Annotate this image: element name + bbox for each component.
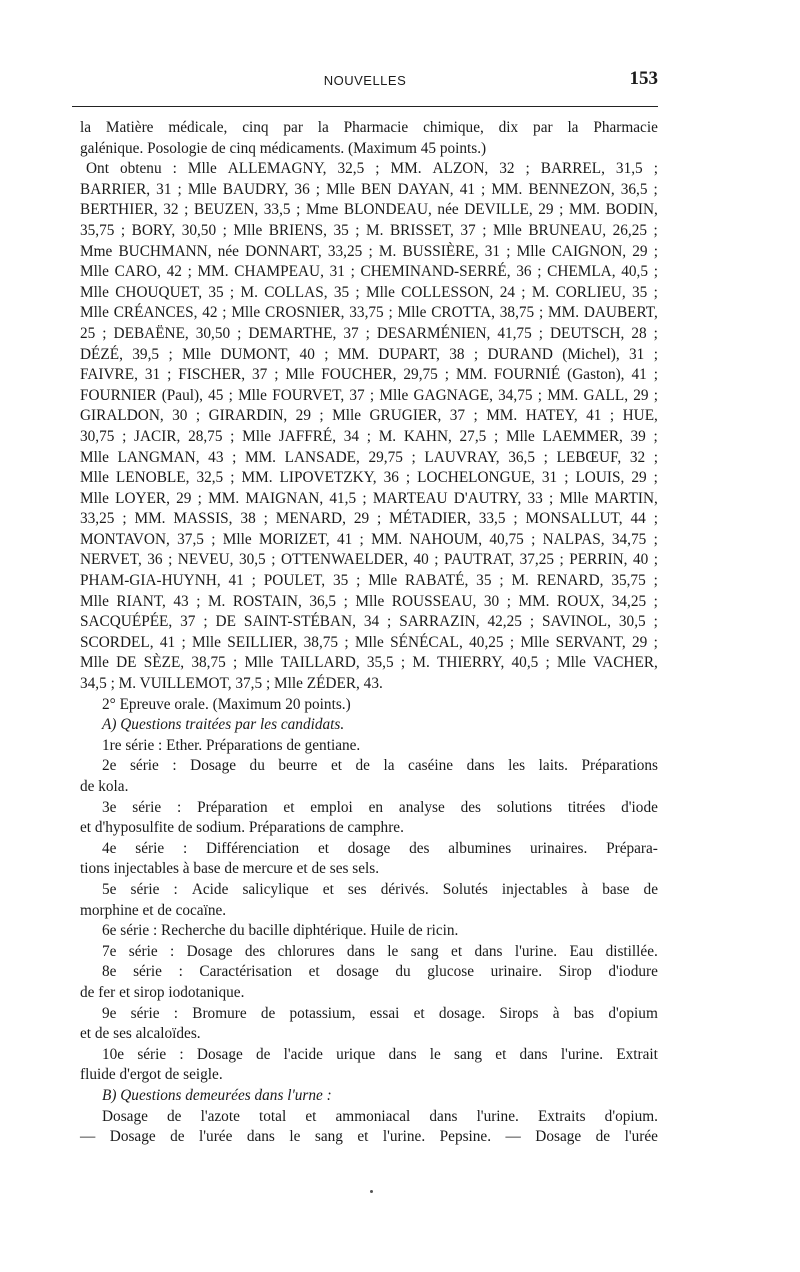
text-line: MONTAVON, 37,5 ; Mlle MORIZET, 41 ; MM. NAHOUM, 40,75 ; NALPAS, 34,75 ;	[80, 530, 658, 548]
text-line: SACQUÉPÉE, 37 ; DE SAINT-STÉBAN, 34 ; SARRAZIN, 42,25 ; SAVINOL, 30,5 ;	[80, 613, 658, 631]
text-line: NERVET, 36 ; NEVEU, 30,5 ; OTTENWAELDER, 40 ; PAUTRAT, 37,25 ; PERRIN, 40 ;	[80, 551, 658, 569]
text-line: Mlle LENOBLE, 32,5 ; MM. LIPOVETZKY, 36 ; LOCHELONGUE, 31 ; LOUIS, 29 ;	[80, 469, 658, 487]
text-line: 5e série : Acide salicylique et ses dérivés. Solutés injectables à base de	[102, 880, 658, 898]
text-line: 33,25 ; MM. MASSIS, 38 ; MENARD, 29 ; MÉTADIER, 33,5 ; MONSALLUT, 44 ;	[80, 510, 658, 528]
text-line: SCORDEL, 41 ; Mlle SEILLIER, 38,75 ; Mlle SÉNÉCAL, 40,25 ; Mlle SERVANT, 29 ;	[80, 633, 658, 651]
text-line: 30,75 ; JACIR, 28,75 ; Mlle JAFFRÉ, 34 ; M. KAHN, 27,5 ; Mlle LAEMMER, 39 ;	[80, 427, 658, 445]
text-line: morphine et de cocaïne.	[80, 901, 227, 919]
header-rule	[72, 106, 658, 107]
running-title: NOUVELLES	[323, 73, 407, 88]
text-line: et d'hyposulfite de sodium. Préparations de camphre.	[80, 819, 404, 837]
text-line: Mme BUCHMANN, née DONNART, 33,25 ; M. BUSSIÈRE, 31 ; Mlle CAIGNON, 29 ;	[80, 242, 658, 260]
text-line: — Dosage de l'urée dans le sang et l'urine. Pepsine. — Dosage de l'urée	[80, 1128, 658, 1146]
text-line: BARRIER, 31 ; Mlle BAUDRY, 36 ; Mlle BEN DAYAN, 41 ; MM. BENNEZON, 36,5 ;	[80, 180, 658, 198]
text-line: BERTHIER, 32 ; BEUZEN, 33,5 ; Mme BLONDEAU, née DEVILLE, 29 ; MM. BODIN,	[80, 201, 658, 219]
text-line: Ont obtenu : Mlle ALLEMAGNY, 32,5 ; MM. ALZON, 32 ; BARREL, 31,5 ;	[86, 160, 658, 178]
text-line: 2e série : Dosage du beurre et de la caséine dans les laits. Préparations	[102, 757, 658, 775]
text-line: 6e série : Recherche du bacille diphtérique. Huile de ricin.	[102, 922, 459, 940]
print-speck	[370, 1190, 373, 1193]
text-line: et de ses alcaloïdes.	[80, 1025, 201, 1043]
page-number: 153	[629, 68, 658, 89]
text-line: 1re série : Ether. Préparations de gentiane.	[102, 736, 361, 754]
text-line: Mlle CARO, 42 ; MM. CHAMPEAU, 31 ; CHEMINAND-SERRÉ, 36 ; CHEMLA, 40,5 ;	[80, 263, 658, 281]
text-line: Mlle LANGMAN, 43 ; MM. LANSADE, 29,75 ; LAUVRAY, 36,5 ; LEBŒUF, 32 ;	[80, 448, 658, 466]
text-line: Mlle LOYER, 29 ; MM. MAIGNAN, 41,5 ; MARTEAU D'AUTRY, 33 ; Mlle MARTIN,	[80, 489, 658, 507]
page-header	[72, 68, 658, 92]
text-line: Mlle CHOUQUET, 35 ; M. COLLAS, 35 ; Mlle COLLESSON, 24 ; M. CORLIEU, 35 ;	[80, 283, 658, 301]
text-line: 7e série : Dosage des chlorures dans le sang et dans l'urine. Eau distillée.	[102, 942, 658, 960]
text-line: DÉZÉ, 39,5 ; Mlle DUMONT, 40 ; MM. DUPART, 38 ; DURAND (Michel), 31 ;	[80, 345, 658, 363]
text-line: tions injectables à base de mercure et de ses sels.	[80, 860, 380, 878]
text-line: FOURNIER (Paul), 45 ; Mlle FOURVET, 37 ; Mlle GAGNAGE, 34,75 ; MM. GALL, 29 ;	[80, 386, 658, 404]
body-text	[80, 118, 658, 1148]
text-line: 8e série : Caractérisation et dosage du glucose urinaire. Sirop d'iodure	[102, 963, 658, 981]
text-line: FAIVRE, 31 ; FISCHER, 37 ; Mlle FOUCHER, 29,75 ; MM. FOURNIÉ (Gaston), 41 ;	[80, 366, 658, 384]
text-line: de fer et sirop iodotanique.	[80, 983, 245, 1001]
text-line: galénique. Posologie de cinq médicaments. (Maximum 45 points.)	[80, 139, 487, 157]
text-line: PHAM-GIA-HUYNH, 41 ; POULET, 35 ; Mlle RABATÉ, 35 ; M. RENARD, 35,75 ;	[80, 572, 658, 590]
text-line: B) Questions demeurées dans l'urne :	[102, 1086, 332, 1104]
text-line: 9e série : Bromure de potassium, essai et dosage. Sirops à bas d'opium	[102, 1004, 658, 1022]
text-line: 25 ; DEBAËNE, 30,50 ; DEMARTHE, 37 ; DESARMÉNIEN, 41,75 ; DEUTSCH, 28 ;	[80, 324, 658, 342]
text-line: GIRALDON, 30 ; GIRARDIN, 29 ; Mlle GRUGIER, 37 ; MM. HATEY, 41 ; HUE,	[80, 407, 658, 425]
text-line: de kola.	[80, 778, 129, 795]
text-line: 35,75 ; BORY, 30,50 ; Mlle BRIENS, 35 ; M. BRISSET, 37 ; Mlle BRUNEAU, 26,25 ;	[80, 221, 658, 239]
text-line: fluide d'ergot de seigle.	[80, 1066, 223, 1084]
text-line: 3e série : Préparation et emploi en analyse des solutions titrées d'iode	[102, 798, 658, 816]
text-line: 4e série : Différenciation et dosage des albumines urinaires. Prépara-	[102, 839, 658, 857]
text-line: Mlle CRÉANCES, 42 ; Mlle CROSNIER, 33,75 ; Mlle CROTTA, 38,75 ; MM. DAUBERT,	[80, 304, 658, 322]
text-line: la Matière médicale, cinq par la Pharmacie chimique, dix par la Pharmacie	[80, 119, 658, 136]
text-line: Mlle RIANT, 43 ; M. ROSTAIN, 36,5 ; Mlle ROUSSEAU, 30 ; MM. ROUX, 34,25 ;	[80, 592, 658, 610]
text-line: 34,5 ; M. VUILLEMOT, 37,5 ; Mlle ZÉDER, 43.	[80, 675, 383, 693]
text-line: A) Questions traitées par les candidats.	[102, 716, 345, 734]
text-line: 2° Epreuve orale. (Maximum 20 points.)	[102, 695, 351, 713]
text-line: Dosage de l'azote total et ammoniacal dans l'urine. Extraits d'opium.	[102, 1107, 658, 1125]
text-line: 10e série : Dosage de l'acide urique dans le sang et dans l'urine. Extrait	[102, 1045, 658, 1063]
text-line: Mlle DE SÈZE, 38,75 ; Mlle TAILLARD, 35,5 ; M. THIERRY, 40,5 ; Mlle VACHER,	[80, 654, 658, 672]
